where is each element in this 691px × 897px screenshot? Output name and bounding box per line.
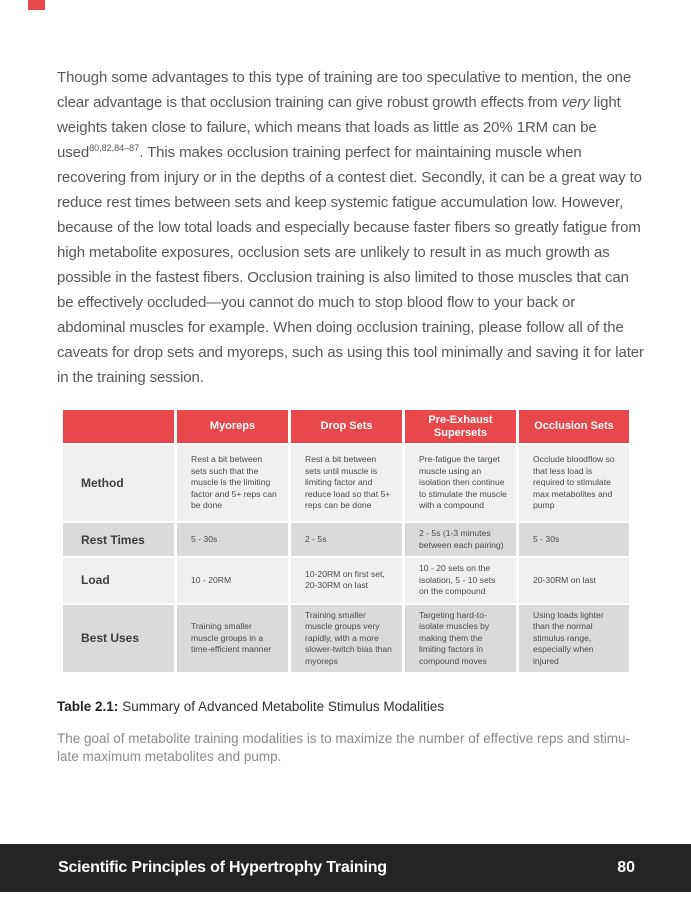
paragraph-text-end: . This makes occlusion training perfect for maintaining muscle when recovering from injury or in the depths of a contest diet. Secondly, it can be a great way to reduce rest times between sets and keep systemic fatigue accumulation low. However, because of the low total loads and especially because faster fibers so greatly fatigue from high metabolite exposures, occlusion sets are unlikely to result in as much growth as possible in the fastest fibers. Occlusion training is also limited to those muscles that can be effectively occluded—you cannot do much to stop blood flow to your back or abdominal muscles for example. When doing occlusion training, please follow all of the caveats for drop sets and myoreps, such as using this tool minimally and saving it for later in the training session. (57, 144, 644, 386)
cell-rest-drop-sets: 2 - 5s (291, 523, 405, 558)
cell-rest-myoreps: 5 - 30s (177, 523, 291, 558)
cell-method-pre-exhaust: Pre-fatigue the target muscle using an isolation then continue to stimulate the muscle with a compound (405, 445, 519, 523)
body-paragraph (57, 65, 645, 390)
row-label-best-uses: Best Uses (63, 605, 177, 675)
table-row-method (63, 445, 632, 523)
table-header-pre-exhaust: Pre-Exhaust Supersets (405, 410, 519, 445)
table-row-load (63, 558, 632, 605)
table-header-drop-sets: Drop Sets (291, 410, 405, 445)
cell-load-pre-exhaust: 10 - 20 sets on the isolation, 5 - 10 sets on the compound (405, 558, 519, 605)
paragraph-italic-word: very (561, 94, 590, 111)
cell-rest-occlusion: 5 - 30s (519, 523, 632, 558)
table-header-occlusion: Occlusion Sets (519, 410, 632, 445)
cell-load-occlusion: 20-30RM on last (519, 558, 632, 605)
table-caption-label: Table 2.1: (57, 699, 119, 714)
cell-rest-pre-exhaust: 2 - 5s (1-3 minutes between each pairing) (405, 523, 519, 558)
cell-best-myoreps: Training smaller muscle groups in a time-efficient manner (177, 605, 291, 675)
table-row-rest-times (63, 523, 632, 558)
row-label-method: Method (63, 445, 177, 523)
cell-best-pre-exhaust: Targeting hard-to-isolate muscles by making them the limiting factors in compound moves (405, 605, 519, 675)
footer-bar (0, 844, 691, 892)
table-note-line-1: The goal of metabolite training modalities is to maximize the number of effective reps and stimu- (57, 731, 631, 746)
table-caption (57, 699, 444, 714)
cell-best-drop-sets: Training smaller muscle groups very rapidly, with a more slower-twitch bias than myoreps (291, 605, 405, 675)
footer-book-title: Scientific Principles of Hypertrophy Training (58, 859, 387, 876)
paragraph-text-start: Though some advantages to this type of training are too speculative to mention, the one clear advantage is that occlusion training can give robust growth effects from (57, 69, 632, 111)
table-header-row (63, 410, 632, 445)
row-label-load: Load (63, 558, 177, 605)
citation-superscript: 80,82,84–87 (89, 143, 140, 153)
cell-load-drop-sets: 10-20RM on first set, 20-30RM on last (291, 558, 405, 605)
cell-best-occlusion: Using loads lighter than the normal stimulus range, especially when injured (519, 605, 632, 675)
page-corner-marker (28, 0, 45, 10)
cell-method-drop-sets: Rest a bit between sets until muscle is limiting factor and reduce load so that 5+ reps can be done (291, 445, 405, 523)
modalities-table (63, 410, 632, 674)
paragraph-text-mid: light weights taken close to failure, which means that loads as little as 20% 1RM can be used (57, 94, 621, 161)
table-caption-text: Summary of Advanced Metabolite Stimulus Modalities (122, 699, 445, 714)
table-note-line-2: late maximum metabolites and pump. (57, 749, 282, 764)
footer-page-number: 80 (617, 859, 635, 876)
table-row-best-uses (63, 605, 632, 675)
table-header-myoreps: Myoreps (177, 410, 291, 445)
table-header-empty (63, 410, 177, 445)
cell-load-myoreps: 10 - 20RM (177, 558, 291, 605)
cell-method-occlusion: Occlude bloodflow so that less load is required to stimulate max metabolites and pump (519, 445, 632, 523)
table-note (57, 730, 652, 766)
cell-method-myoreps: Rest a bit between sets such that the muscle is the limiting factor and 5+ reps can be done (177, 445, 291, 523)
row-label-rest-times: Rest Times (63, 523, 177, 558)
